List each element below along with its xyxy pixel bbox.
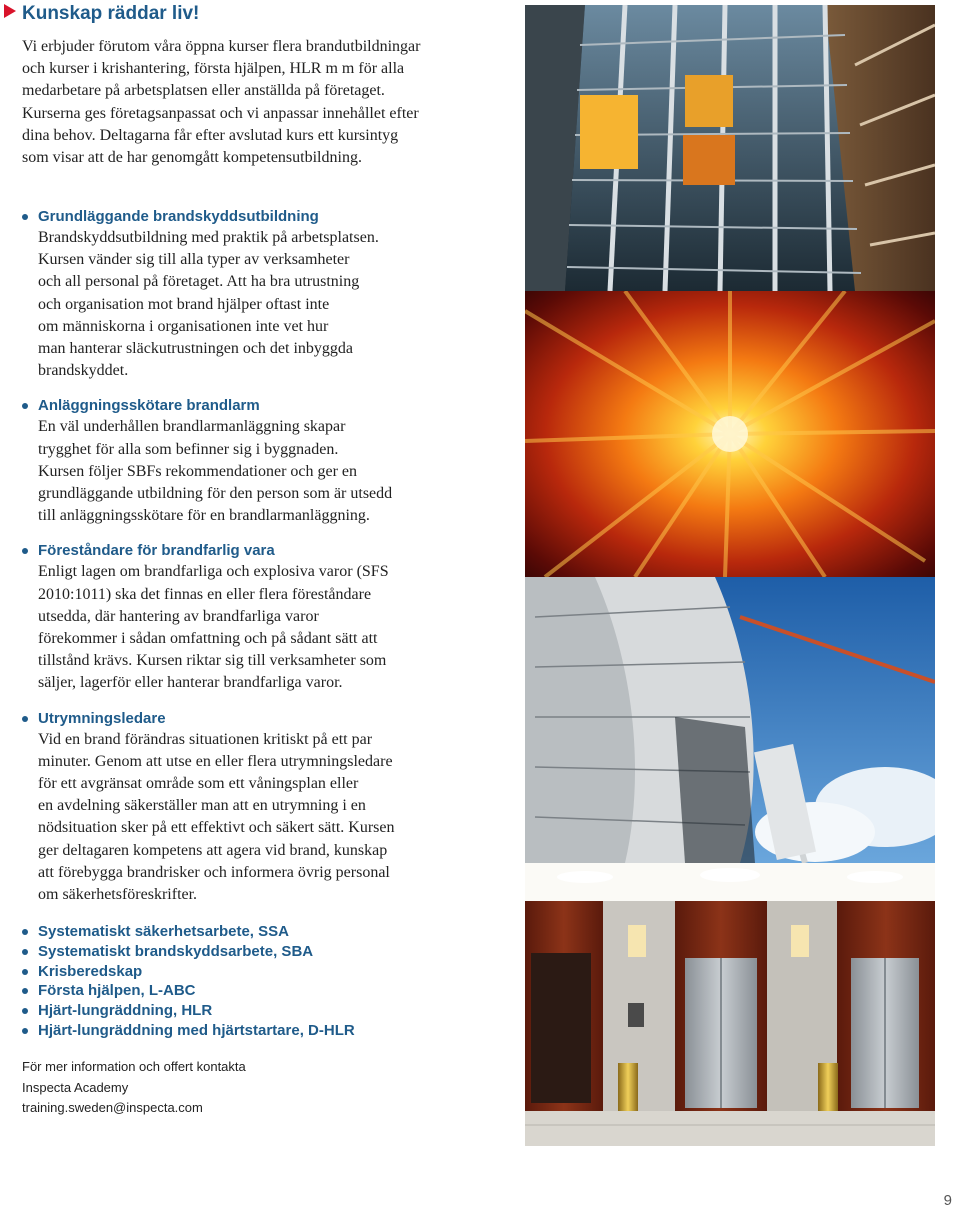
contact-block (22, 1057, 246, 1119)
other-course-label: Krisberedskap (38, 962, 143, 980)
bullet-icon (22, 716, 28, 722)
page-number: 9 (943, 1192, 952, 1209)
course-description: Vid en brand förändras situationen kritiskt på ett par minuter. Genom att utse en eller flera utrymningsledare för ett avgränsat område som ett våningsplan eller en avdelning säkerställer man att en utrymning i en nödsituation sker på ett effektivt och säkert sätt. Kursen ger deltagaren kompetens att agera vid brand, kunskap att förebygga brandrisker och informera övrig personal om säkerhetsföreskrifter. (38, 730, 395, 904)
other-course-item (22, 962, 355, 982)
fire-burst-photo (525, 291, 935, 577)
other-course-item (22, 1001, 355, 1021)
bullet-icon (22, 949, 28, 955)
other-course-item (22, 922, 355, 942)
course-title: Anläggningsskötare brandlarm (38, 397, 260, 415)
other-course-label: Systematiskt brandskyddsarbete, SBA (38, 942, 314, 960)
bullet-icon (22, 214, 28, 220)
red-triangle-icon (4, 4, 16, 18)
page-title-text: Kunskap räddar liv! (22, 3, 200, 24)
crane-sky-photo (525, 577, 935, 863)
contact-intro: För mer information och offert kontakta (22, 1059, 246, 1074)
other-course-label: Hjärt-lungräddning med hjärtstartare, D-HLR (38, 1021, 355, 1039)
other-course-item (22, 1021, 355, 1041)
bullet-icon (22, 988, 28, 994)
building-facade-photo (525, 5, 935, 291)
course-item (22, 541, 442, 694)
other-course-item (22, 942, 355, 962)
course-title: Grundläggande brandskyddsutbildning (38, 208, 319, 225)
other-courses-list (22, 922, 355, 1041)
contact-organization: Inspecta Academy (22, 1079, 129, 1095)
course-description: En väl underhållen brandlarmanläggning skapar trygghet för alla som befinner sig i byggnaden. Kursen följer SBFs rekommendationer och ger en grundläggande utbildning för den person som är utsedd till anläggningsskötare för en brandlarmanläggning. (38, 418, 393, 525)
other-course-label: Första hjälpen, L-ABC (38, 982, 196, 1000)
bullet-icon (22, 548, 28, 554)
course-title: Föreståndare för brandfarlig vara (38, 542, 275, 560)
other-course-item (22, 981, 355, 1001)
course-description: Enligt lagen om brandfarliga och explosiva varor (SFS 2010:1011) ska det finnas en eller flera föreståndare utsedda, där hantering av brandfarliga varor förekommer i sådan omfattning och på sådant sätt att tillstånd krävs. Kursen riktar sig till verksamheter som säljer, lagerför eller hanterar brandfarliga varor. (38, 563, 389, 692)
course-item (22, 709, 442, 907)
page-title (4, 3, 199, 25)
course-title: Utrymningsledare (38, 709, 166, 727)
other-course-label: Hjärt-lungräddning, HLR (38, 1002, 213, 1020)
course-description: Brandskyddsutbildning med praktik på arbetsplatsen. Kursen vänder sig till alla typer av verksamheter och all personal på företaget. Att ha bra utrustning och organisation mot brand hjälper oftast inte om människorna i organisationen inte vet hur man hanterar släckutrustningen och det inbyggda brandskyddet. (38, 229, 379, 380)
bullet-icon (22, 929, 28, 935)
course-item (22, 207, 442, 382)
bullet-icon (22, 403, 28, 409)
intro-paragraph: Vi erbjuder förutom våra öppna kurser flera brandutbildningar och kurser i krishantering, första hjälpen, HLR m m för alla medarbetare på arbetsplatsen eller anställda på företaget. Kurserna ges företagsanpassat och vi anpassar innehållet efter dina behov. Deltagarna får efter avslutad kurs ett kursintyg som visar att de har genomgått kompetensutbildning. (22, 38, 421, 167)
bullet-icon (22, 969, 28, 975)
bullet-icon (22, 1008, 28, 1014)
bullet-icon (22, 1028, 28, 1034)
course-list (22, 207, 442, 920)
course-item (22, 396, 442, 527)
other-course-label: Systematiskt säkerhetsarbete, SSA (38, 923, 289, 940)
elevator-lobby-photo (525, 863, 935, 1146)
contact-email[interactable]: training.sweden@inspecta.com (22, 1100, 203, 1115)
